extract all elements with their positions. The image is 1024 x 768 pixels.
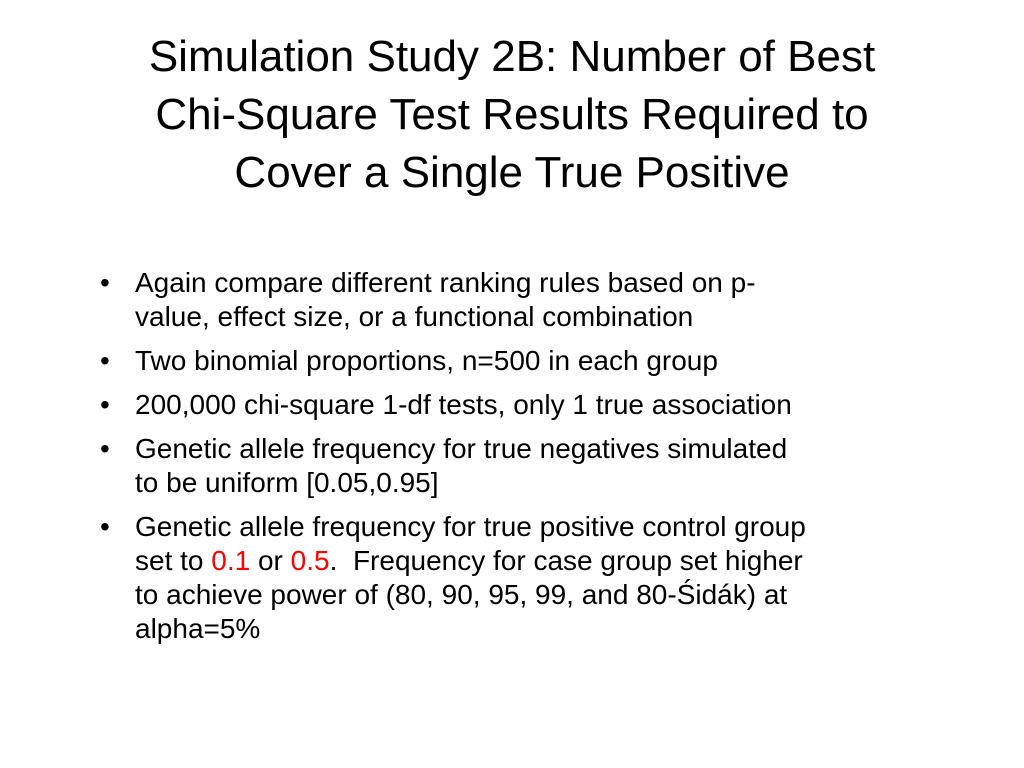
bullet-text: alpha=5% — [135, 613, 261, 644]
bullet-text: Again compare different ranking rules based on p- — [135, 267, 756, 298]
bullet-list — [100, 266, 980, 656]
highlighted-value: 0.1 — [211, 545, 251, 576]
bullet-marker: • — [100, 433, 110, 464]
bullet-marker: • — [100, 267, 110, 298]
bullet-text: or — [250, 545, 291, 576]
bullet-text: Two binomial proportions, n=500 in each group — [135, 345, 718, 376]
bullet-item — [100, 510, 980, 646]
bullet-text: set to — [135, 545, 212, 576]
bullet-marker: • — [100, 389, 110, 420]
bullet-text: to achieve power of (80, 90, 95, 99, and 80-Śidák) at — [135, 579, 788, 610]
bullet-text: Genetic allele frequency for true positive control group — [135, 511, 806, 542]
slide-title — [60, 28, 964, 202]
bullet-marker: • — [100, 511, 110, 542]
title-line: Cover a Single True Positive — [234, 148, 790, 197]
bullet-text: to be uniform [0.05,0.95] — [135, 467, 439, 498]
bullet-text: Genetic allele frequency for true negatives simulated — [135, 433, 788, 464]
bullet-text: . Frequency for case group set higher — [329, 545, 803, 576]
bullet-text: value, effect size, or a functional combination — [135, 301, 694, 332]
title-line: Chi-Square Test Results Required to — [155, 90, 869, 139]
bullet-item — [100, 344, 980, 378]
title-line: Simulation Study 2B: Number of Best — [148, 32, 876, 81]
bullet-item — [100, 432, 980, 500]
highlighted-value: 0.5 — [290, 545, 330, 576]
bullet-item — [100, 266, 980, 334]
bullet-item — [100, 388, 980, 422]
bullet-marker: • — [100, 345, 110, 376]
bullet-text: 200,000 chi-square 1-df tests, only 1 true association — [135, 389, 792, 420]
